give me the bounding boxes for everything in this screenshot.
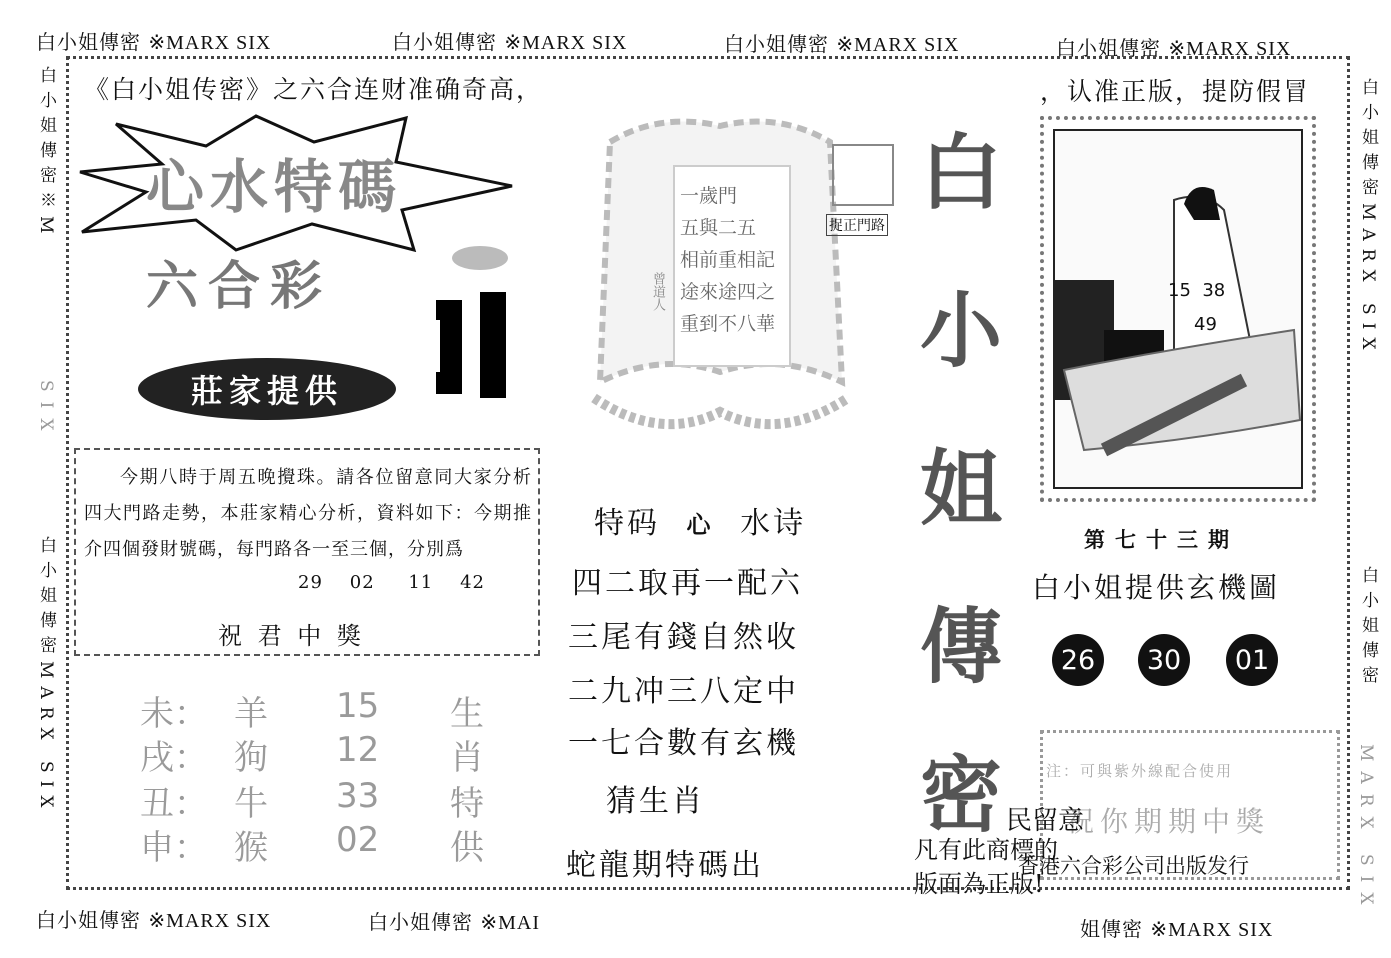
watermark-top-2 <box>392 26 627 55</box>
lottery-name: 六合彩 <box>146 257 333 317</box>
xuanji-title: 白小姐提供玄機圖 <box>1032 571 1281 604</box>
recommended-numbers <box>298 572 485 593</box>
zodiac-branch: 未： <box>140 694 208 734</box>
scroll-line: 重到不八華 <box>680 313 776 335</box>
photo-numbers-line1 <box>1168 280 1225 301</box>
small-blob-icon <box>452 246 508 270</box>
zodiac-animal: 狗 <box>234 738 268 778</box>
number-ball: 01 <box>1226 634 1278 686</box>
watermark-top-1 <box>36 26 271 55</box>
side-watermark-left-bottom <box>34 536 59 815</box>
brand-cn-cut: 姐傳密 <box>1080 917 1143 941</box>
big-title-char: 密 <box>920 747 1003 843</box>
zodiac-note: 生 <box>450 694 484 734</box>
footer-line2: 凡有此商標的 <box>914 836 1058 864</box>
brand-en: ※MARX SIX <box>148 32 272 54</box>
brand-cn: 白小姐傳密 <box>368 910 473 934</box>
zodiac-number: 15 <box>336 686 380 726</box>
poem-title-part: 心 <box>686 511 714 539</box>
zodiac-animal: 牛 <box>234 784 268 824</box>
poem-title <box>594 498 806 542</box>
scroll-line: 相前重相記 <box>680 249 776 271</box>
watermark-bottom-2 <box>368 906 540 935</box>
zodiac-note: 供 <box>450 828 484 868</box>
footer-line3: 版面為正版! <box>914 870 1044 898</box>
photo-image <box>1044 120 1312 498</box>
zodiac-number: 12 <box>336 730 380 770</box>
brand-cn: 白小姐傳密 <box>724 32 829 56</box>
poem-guess: 猜生肖 <box>606 784 705 819</box>
brand-cn: 白小姐傳密 <box>1358 78 1378 203</box>
brand-cn: 白小姐傳密 <box>36 536 56 661</box>
issue-label: 第七十三期 <box>1084 527 1239 552</box>
scroll-signature: 曾道人 <box>650 272 665 311</box>
poem-title-part: 特码 <box>594 506 660 541</box>
slogan-right: ，认准正版，提防假冒 <box>1040 77 1311 106</box>
zodiac-note: 特 <box>450 784 484 824</box>
scroll-line: 一歲門 <box>680 185 738 207</box>
good-luck: 祝你期期中獎 <box>1066 805 1271 838</box>
brand-en: MARX SIX <box>36 661 56 816</box>
big-title-char: 姐 <box>920 441 1003 537</box>
zodiac-animal: 羊 <box>234 694 268 734</box>
poem-title-part: 水诗 <box>740 506 807 541</box>
zodiac-branch: 申： <box>140 828 208 868</box>
rec-number: 29 <box>298 572 323 593</box>
photo-number: 38 <box>1202 280 1226 301</box>
big-title-char: 傳 <box>920 599 1003 695</box>
zodiac-branch: 戌： <box>140 738 208 778</box>
poem-line: 三尾有錢自然收 <box>568 620 799 655</box>
footer-line1: 民留意 <box>1006 806 1085 836</box>
photo-number: 49 <box>1194 314 1217 335</box>
big-title-char: 小 <box>920 283 1003 379</box>
poem-answer: 蛇龍期特碼出 <box>566 848 764 883</box>
scroll-line: 途來途四之 <box>680 281 776 303</box>
zodiac-number: 02 <box>336 820 380 860</box>
provider-badge: 莊家提供 <box>138 358 396 420</box>
rec-number: 02 <box>349 572 375 593</box>
big-title-char: 白 <box>920 125 1003 221</box>
stamp-label: 捉正門路 <box>826 214 888 236</box>
zodiac-branch: 丑： <box>140 784 208 824</box>
rec-number: 42 <box>460 572 486 593</box>
brand-en: ※MARX SIX <box>148 910 272 932</box>
slogan-left: 《白小姐传密》之六合连财准确奇高， <box>84 75 544 104</box>
brand-en: ※MARX SIX <box>836 34 960 56</box>
stamp-box <box>832 144 894 206</box>
watermark-bottom-3 <box>1080 913 1273 942</box>
photo-number: 15 <box>1168 280 1191 301</box>
rec-number: 11 <box>408 572 434 593</box>
watermark-bottom-1 <box>36 904 271 933</box>
scroll-text <box>680 180 775 340</box>
poem-line: 二九冲三八定中 <box>568 674 799 709</box>
zodiac-animal: 猴 <box>234 828 268 868</box>
brand-cn: 白小姐傳密 <box>36 908 141 932</box>
brand-en: ※MARX SIX <box>1150 919 1274 941</box>
number-ball: 30 <box>1138 634 1190 686</box>
brand-en: ※MARX SIX <box>504 32 628 54</box>
side-watermark-right-top <box>1356 78 1381 357</box>
poem-line: 一七合數有玄機 <box>568 726 799 761</box>
wish-text: 祝 君 中 獎 <box>218 622 365 650</box>
brand-cn: 白小姐傳密 <box>1056 36 1161 60</box>
publisher: 香港六合彩公司出版发行 <box>1018 854 1249 878</box>
brand-cn: 白小姐傳密 <box>36 30 141 54</box>
brand-en-cut: ※MAI <box>480 912 541 934</box>
brand-en: ※MARX SIX <box>1168 38 1292 60</box>
bracket-logo-icon <box>436 292 510 402</box>
zodiac-note: 肖 <box>450 738 484 778</box>
side-watermark-right-mid: 白小姐傳密 <box>1358 566 1378 691</box>
note-small: 注：可與紫外線配合使用 <box>1046 762 1234 780</box>
side-watermark-right-bottom: MARX SIX <box>1356 744 1376 915</box>
scroll-line: 五與二五 <box>680 217 757 239</box>
watermark-top-3 <box>724 28 959 57</box>
brand-en: MARX SIX <box>1358 203 1378 358</box>
intro-text: 今期八時于周五晚攪珠。請各位留意同大家分析四大門路走勢，本莊家精心分析，資料如下：今期推介四個發財號碼，每門路各一至三個，分別爲 <box>84 467 532 560</box>
brand-cn: 白小姐傳密 <box>392 30 497 54</box>
poem-line: 四二取再一配六 <box>572 566 803 601</box>
zodiac-number: 33 <box>336 776 380 816</box>
number-ball: 26 <box>1052 634 1104 686</box>
photo-frame <box>1040 116 1316 502</box>
side-watermark-left-top: 白小姐傳密※M <box>36 66 56 242</box>
star-title: 心水特碼 <box>146 153 403 221</box>
side-watermark-left-mid: SIX <box>36 380 56 441</box>
